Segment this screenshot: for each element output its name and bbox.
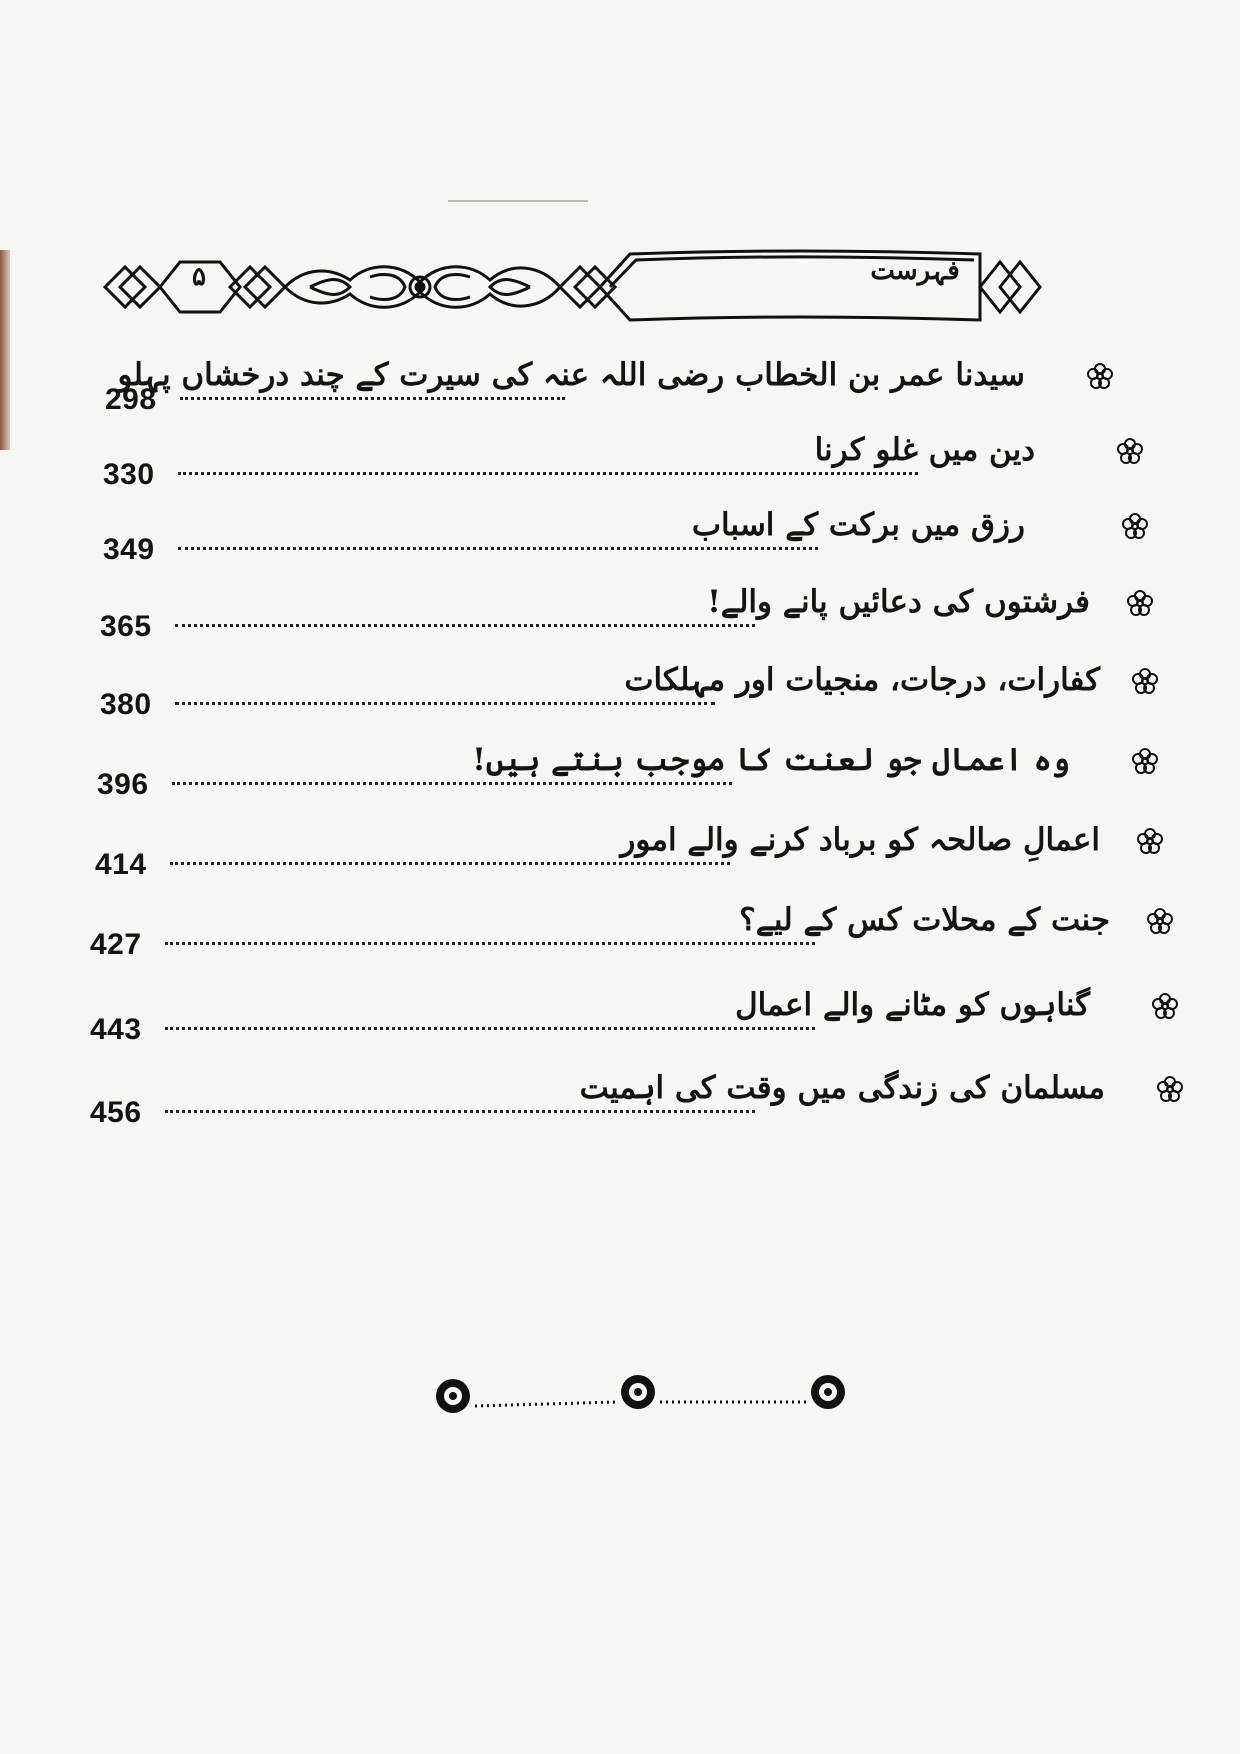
flower-bullet-icon bbox=[1135, 826, 1165, 856]
toc-leader-dots bbox=[178, 472, 918, 475]
toc-entry-title: فرشتوں کی دعائیں پانے والے! bbox=[707, 584, 1090, 620]
page-edge-shadow bbox=[0, 250, 10, 450]
toc-entry-title: گناہوں کو مٹانے والے اعمال bbox=[735, 987, 1090, 1023]
toc-entry-page: 365 bbox=[100, 610, 152, 643]
page-header bbox=[100, 232, 1140, 332]
flower-bullet-icon bbox=[1130, 746, 1160, 776]
toc-entry-title: دین میں غلو کرنا bbox=[814, 432, 1035, 468]
flower-bullet-icon bbox=[1155, 1074, 1185, 1104]
flower-bullet-icon bbox=[1130, 666, 1160, 696]
toc-entry-title: کفارات، درجات، منجیات اور مہلکات bbox=[624, 662, 1100, 698]
toc-entry-page: 414 bbox=[95, 848, 147, 881]
toc-leader-dots bbox=[165, 1027, 815, 1030]
toc-leader-dots bbox=[172, 782, 732, 785]
toc-leader-dots bbox=[175, 702, 715, 705]
toc-entry-title: اعمالِ صالحہ کو برباد کرنے والے امور bbox=[620, 822, 1100, 858]
flower-bullet-icon bbox=[1150, 991, 1180, 1021]
toc-entry-page: 330 bbox=[103, 458, 155, 491]
toc-leader-dots bbox=[175, 624, 755, 627]
toc-leader-dots bbox=[178, 547, 818, 550]
top-rule bbox=[448, 200, 588, 202]
bottom-ornament bbox=[430, 1370, 860, 1420]
toc-entry[interactable] bbox=[0, 660, 1240, 720]
toc-leader-dots bbox=[165, 942, 815, 945]
toc-entry[interactable] bbox=[0, 430, 1240, 490]
toc-entry[interactable] bbox=[0, 985, 1240, 1045]
toc-entry-page: 396 bbox=[97, 768, 149, 801]
toc-entry-title: سیدنا عمر بن الخطاب رضی اللہ عنہ کی سیرت کے چند درخشاں پہلو bbox=[117, 357, 1025, 393]
toc-entry[interactable] bbox=[0, 505, 1240, 565]
toc-entry-page: 427 bbox=[90, 928, 142, 961]
toc-entry[interactable] bbox=[0, 582, 1240, 642]
toc-leader-dots bbox=[165, 1110, 755, 1113]
page-title: فہرست bbox=[870, 256, 960, 286]
flower-bullet-icon bbox=[1120, 511, 1150, 541]
toc-leader-dots bbox=[170, 862, 730, 865]
toc-entry[interactable] bbox=[0, 740, 1240, 800]
toc-entry[interactable] bbox=[0, 820, 1240, 880]
toc-entry-title: وہ اعمال جو لعنت کا موجب بنتے ہیں! bbox=[472, 742, 1070, 778]
toc-entry-title: جنت کے محلات کس کے لیے؟ bbox=[739, 902, 1110, 938]
toc-entry[interactable] bbox=[0, 900, 1240, 960]
toc-entry-title: مسلمان کی زندگی میں وقت کی اہمیت bbox=[579, 1070, 1105, 1106]
toc-entry-page: 380 bbox=[100, 688, 152, 721]
page-number: ۵ bbox=[192, 262, 206, 292]
toc-entry-title: رزق میں برکت کے اسباب bbox=[691, 507, 1025, 543]
toc-entry[interactable] bbox=[0, 355, 1240, 415]
toc-entry[interactable] bbox=[0, 1068, 1240, 1128]
toc-entry-page: 456 bbox=[90, 1096, 142, 1129]
toc-entry-page: 298 bbox=[105, 383, 157, 416]
toc-entry-page: 349 bbox=[103, 533, 155, 566]
flower-bullet-icon bbox=[1115, 436, 1145, 466]
flower-bullet-icon bbox=[1125, 588, 1155, 618]
flower-bullet-icon bbox=[1145, 906, 1175, 936]
toc-entry-page: 443 bbox=[90, 1013, 142, 1046]
flower-bullet-icon bbox=[1085, 361, 1115, 391]
toc-leader-dots bbox=[180, 397, 565, 400]
